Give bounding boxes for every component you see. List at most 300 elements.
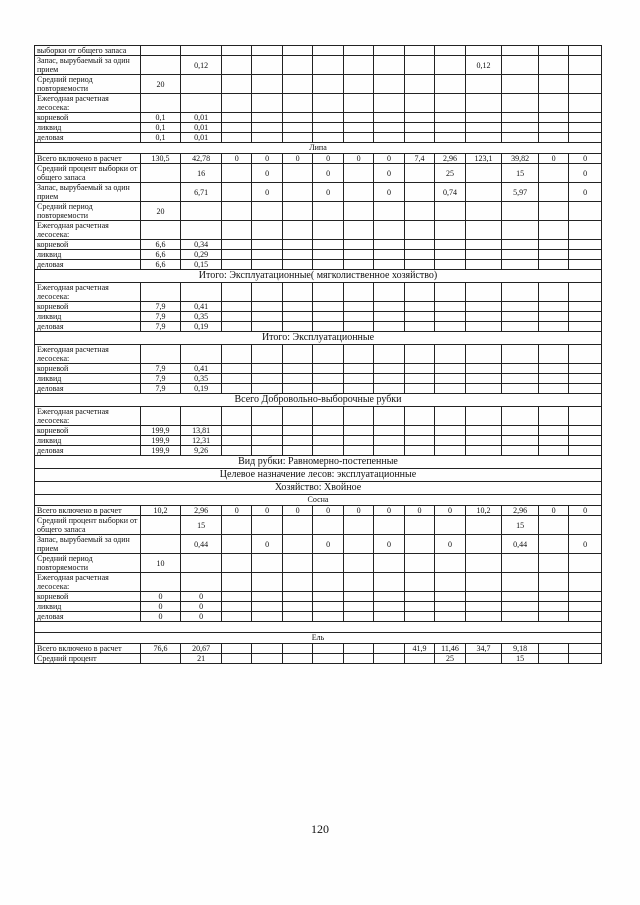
table-cell: 0 — [313, 154, 343, 164]
table-cell — [181, 46, 222, 56]
table-cell — [502, 56, 539, 75]
row-label: деловая — [35, 260, 141, 270]
table-cell: 0 — [374, 183, 404, 202]
table-cell — [282, 573, 312, 592]
table-cell — [502, 364, 539, 374]
table-cell — [502, 75, 539, 94]
table-row — [35, 592, 602, 602]
table-cell — [569, 426, 602, 436]
table-cell — [435, 364, 465, 374]
table-cell — [374, 133, 404, 143]
table-cell — [404, 535, 434, 554]
row-label: деловая — [35, 612, 141, 622]
table-cell — [502, 374, 539, 384]
table-cell — [252, 612, 282, 622]
table-cell — [252, 322, 282, 332]
table-cell — [313, 250, 343, 260]
table-cell — [313, 644, 343, 654]
table-cell — [343, 426, 373, 436]
table-cell: 0 — [221, 154, 251, 164]
table-cell — [538, 56, 568, 75]
table-cell — [465, 554, 502, 573]
table-cell — [538, 345, 568, 364]
table-cell — [140, 345, 181, 364]
table-cell — [140, 56, 181, 75]
table-cell: 7,9 — [140, 312, 181, 322]
table-cell — [465, 426, 502, 436]
table-cell — [502, 202, 539, 221]
table-cell — [140, 516, 181, 535]
table-cell: 10 — [140, 554, 181, 573]
table-row — [35, 113, 602, 123]
table-cell — [140, 221, 181, 240]
table-cell — [221, 312, 251, 322]
table-cell — [404, 250, 434, 260]
table-cell — [502, 592, 539, 602]
table-cell — [221, 654, 251, 664]
table-cell — [435, 133, 465, 143]
table-cell — [221, 592, 251, 602]
table-cell — [282, 384, 312, 394]
table-cell — [538, 250, 568, 260]
table-cell — [374, 202, 404, 221]
table-cell — [404, 573, 434, 592]
table-cell — [404, 123, 434, 133]
table-cell: 25 — [435, 164, 465, 183]
table-cell — [221, 240, 251, 250]
table-cell — [569, 364, 602, 374]
table-cell — [252, 654, 282, 664]
table-cell — [140, 164, 181, 183]
table-cell — [221, 364, 251, 374]
table-cell — [252, 446, 282, 456]
table-cell — [404, 516, 434, 535]
table-cell — [343, 516, 373, 535]
table-cell — [502, 250, 539, 260]
section-header-row — [35, 394, 602, 407]
table-cell — [502, 221, 539, 240]
table-cell — [538, 221, 568, 240]
table-cell — [502, 283, 539, 302]
table-cell — [313, 374, 343, 384]
table-cell — [343, 283, 373, 302]
table-cell — [221, 250, 251, 260]
table-cell — [538, 654, 568, 664]
table-cell — [374, 644, 404, 654]
table-cell — [282, 221, 312, 240]
table-row — [35, 345, 602, 364]
table-cell: 130,5 — [140, 154, 181, 164]
table-cell — [343, 221, 373, 240]
table-cell — [569, 612, 602, 622]
table-cell: 41,9 — [404, 644, 434, 654]
table-cell — [252, 46, 282, 56]
table-cell — [282, 164, 312, 183]
table-cell — [435, 221, 465, 240]
table-cell — [538, 446, 568, 456]
table-cell — [502, 94, 539, 113]
table-cell — [569, 260, 602, 270]
table-cell — [282, 312, 312, 322]
table-cell — [313, 202, 343, 221]
table-cell — [221, 183, 251, 202]
table-cell — [374, 283, 404, 302]
table-cell — [404, 75, 434, 94]
table-cell: 0 — [221, 506, 251, 516]
table-row — [35, 302, 602, 312]
table-cell — [374, 554, 404, 573]
table-cell — [465, 133, 502, 143]
table-cell — [282, 602, 312, 612]
table-cell — [374, 250, 404, 260]
table-cell: 0 — [569, 506, 602, 516]
table-cell — [343, 436, 373, 446]
table-cell — [343, 202, 373, 221]
table-cell — [538, 322, 568, 332]
table-cell — [569, 384, 602, 394]
table-cell — [221, 94, 251, 113]
row-label: Средний период повторяемости — [35, 75, 141, 94]
table-cell: 6,6 — [140, 260, 181, 270]
table-cell — [465, 573, 502, 592]
table-cell: 0 — [343, 506, 373, 516]
table-cell — [435, 592, 465, 602]
table-cell — [221, 407, 251, 426]
table-cell — [252, 364, 282, 374]
section-header-row — [35, 456, 602, 469]
table-cell — [538, 46, 568, 56]
table-row — [35, 183, 602, 202]
table-cell — [374, 302, 404, 312]
table-cell — [313, 221, 343, 240]
table-cell — [221, 283, 251, 302]
table-cell — [404, 345, 434, 364]
section-header-row — [35, 332, 602, 345]
table-cell — [374, 592, 404, 602]
table-cell — [313, 283, 343, 302]
table-cell — [343, 113, 373, 123]
row-label: Всего включено в расчет — [35, 644, 141, 654]
table-cell: 0,1 — [140, 123, 181, 133]
table-cell — [343, 94, 373, 113]
table-row — [35, 644, 602, 654]
table-cell — [252, 516, 282, 535]
table-cell — [538, 260, 568, 270]
table-row — [35, 75, 602, 94]
table-cell — [343, 407, 373, 426]
table-cell — [374, 446, 404, 456]
table-cell: 11,46 — [435, 644, 465, 654]
table-cell — [465, 602, 502, 612]
table-cell — [435, 436, 465, 446]
table-cell — [404, 302, 434, 312]
table-cell: 0 — [252, 506, 282, 516]
table-cell — [569, 240, 602, 250]
table-cell — [465, 612, 502, 622]
row-label: Средний процент — [35, 654, 141, 664]
table-cell: 0 — [313, 164, 343, 183]
section-header: Итого: Эксплуатационные( мягколиственное хозяйство) — [35, 270, 602, 283]
table-cell: 13,81 — [181, 426, 222, 436]
row-label: деловая — [35, 384, 141, 394]
table-cell — [343, 260, 373, 270]
table-cell — [252, 374, 282, 384]
table-cell — [538, 554, 568, 573]
table-cell — [569, 654, 602, 664]
table-cell — [343, 240, 373, 250]
table-row — [35, 164, 602, 183]
table-cell — [404, 592, 434, 602]
table-cell — [435, 113, 465, 123]
table-cell — [313, 426, 343, 436]
table-cell — [435, 345, 465, 364]
table-cell: 0 — [252, 535, 282, 554]
row-label: ликвид — [35, 436, 141, 446]
table-cell: 0 — [435, 535, 465, 554]
table-cell — [538, 75, 568, 94]
row-label: Запас, вырубаемый за один прием — [35, 535, 141, 554]
table-cell — [465, 364, 502, 374]
table-cell — [569, 75, 602, 94]
table-cell: 0 — [313, 183, 343, 202]
table-cell — [374, 75, 404, 94]
table-row — [35, 573, 602, 592]
table-cell: 0 — [252, 183, 282, 202]
table-row — [35, 374, 602, 384]
table-cell — [140, 573, 181, 592]
table-cell — [313, 364, 343, 374]
table-cell: 0,19 — [181, 322, 222, 332]
table-cell — [313, 46, 343, 56]
table-cell — [221, 133, 251, 143]
table-cell — [343, 322, 373, 332]
table-cell — [181, 283, 222, 302]
table-cell — [538, 133, 568, 143]
table-cell — [343, 75, 373, 94]
table-cell — [313, 654, 343, 664]
table-cell — [569, 250, 602, 260]
table-cell: 39,82 — [502, 154, 539, 164]
table-cell — [181, 94, 222, 113]
table-cell — [282, 94, 312, 113]
section-header-row — [35, 143, 602, 154]
table-row — [35, 322, 602, 332]
table-cell — [538, 123, 568, 133]
table-cell — [435, 322, 465, 332]
table-cell — [252, 283, 282, 302]
table-cell — [465, 260, 502, 270]
table-cell — [538, 94, 568, 113]
table-cell — [502, 113, 539, 123]
table-cell — [343, 573, 373, 592]
table-cell — [374, 46, 404, 56]
table-cell — [465, 374, 502, 384]
table-cell — [502, 612, 539, 622]
table-cell — [435, 46, 465, 56]
table-cell — [140, 535, 181, 554]
table-cell: 0,44 — [502, 535, 539, 554]
table-cell: 0 — [374, 164, 404, 183]
table-cell — [252, 345, 282, 364]
row-label: Ежегодная расчетная лесосека: — [35, 573, 141, 592]
table-cell — [435, 554, 465, 573]
table-cell — [538, 407, 568, 426]
table-cell — [282, 75, 312, 94]
table-row — [35, 283, 602, 302]
table-cell — [282, 436, 312, 446]
table-cell: 0 — [538, 154, 568, 164]
table-cell: 0,12 — [465, 56, 502, 75]
table-row — [35, 384, 602, 394]
table-cell — [502, 322, 539, 332]
table-cell: 20 — [140, 202, 181, 221]
table-cell: 76,6 — [140, 644, 181, 654]
table-cell — [435, 407, 465, 426]
row-label: ликвид — [35, 250, 141, 260]
table-cell: 199,9 — [140, 436, 181, 446]
table-cell — [538, 374, 568, 384]
table-cell — [282, 644, 312, 654]
table-cell — [569, 644, 602, 654]
table-cell — [343, 183, 373, 202]
table-row — [35, 240, 602, 250]
table-cell — [538, 283, 568, 302]
row-label: ликвид — [35, 374, 141, 384]
table-cell: 10,2 — [465, 506, 502, 516]
table-cell — [502, 133, 539, 143]
table-cell — [465, 654, 502, 664]
table-cell: 7,9 — [140, 322, 181, 332]
table-cell — [221, 535, 251, 554]
table-cell — [282, 302, 312, 312]
table-cell — [221, 554, 251, 573]
table-cell — [313, 573, 343, 592]
table-cell — [465, 312, 502, 322]
table-cell — [282, 202, 312, 221]
table-cell — [502, 602, 539, 612]
table-cell — [343, 164, 373, 183]
section-header: Всего Добровольно-выборочные рубки — [35, 394, 602, 407]
table-cell — [569, 374, 602, 384]
table-cell: 20,67 — [181, 644, 222, 654]
table-cell — [282, 592, 312, 602]
table-cell: 0,1 — [140, 133, 181, 143]
row-label: ликвид — [35, 602, 141, 612]
table-cell: 0,01 — [181, 133, 222, 143]
table-cell — [252, 302, 282, 312]
section-header-row — [35, 469, 602, 482]
table-cell — [343, 602, 373, 612]
row-label: корневой — [35, 592, 141, 602]
table-row — [35, 535, 602, 554]
table-cell: 7,9 — [140, 302, 181, 312]
row-label: Ежегодная расчетная лесосека: — [35, 407, 141, 426]
table-cell — [538, 644, 568, 654]
table-cell — [282, 260, 312, 270]
table-cell: 0 — [181, 602, 222, 612]
table-cell: 9,26 — [181, 446, 222, 456]
table-cell — [313, 436, 343, 446]
section-header: Вид рубки: Равномерно-постепенные — [35, 456, 602, 469]
table-cell — [435, 384, 465, 394]
table-cell — [343, 592, 373, 602]
table-cell — [343, 312, 373, 322]
table-cell — [465, 221, 502, 240]
table-cell — [404, 322, 434, 332]
table-cell — [282, 554, 312, 573]
table-cell — [465, 113, 502, 123]
table-cell — [569, 123, 602, 133]
table-cell — [538, 535, 568, 554]
table-cell — [313, 113, 343, 123]
table-cell — [181, 554, 222, 573]
table-cell — [374, 123, 404, 133]
row-label: Средний период повторяемости — [35, 202, 141, 221]
table-cell: 199,9 — [140, 426, 181, 436]
table-cell — [465, 436, 502, 446]
row-label: Всего включено в расчет — [35, 154, 141, 164]
row-label: Ежегодная расчетная лесосека: — [35, 283, 141, 302]
table-cell — [538, 602, 568, 612]
table-cell — [404, 56, 434, 75]
document-page — [34, 45, 602, 664]
section-header-row — [35, 482, 602, 495]
table-cell — [343, 123, 373, 133]
table-cell — [252, 202, 282, 221]
table-cell — [538, 592, 568, 602]
table-cell — [465, 516, 502, 535]
table-cell — [435, 240, 465, 250]
table-row — [35, 426, 602, 436]
row-label: выборки от общего запаса — [35, 46, 141, 56]
table-cell — [404, 283, 434, 302]
table-cell: 0 — [140, 592, 181, 602]
table-cell — [282, 612, 312, 622]
table-row — [35, 612, 602, 622]
table-cell: 2,96 — [181, 506, 222, 516]
table-cell — [252, 312, 282, 322]
table-cell — [221, 602, 251, 612]
table-cell — [538, 312, 568, 322]
table-cell: 0,29 — [181, 250, 222, 260]
table-cell: 7,4 — [404, 154, 434, 164]
table-cell — [538, 302, 568, 312]
table-cell: 0 — [569, 535, 602, 554]
table-cell — [313, 516, 343, 535]
table-cell: 0,41 — [181, 364, 222, 374]
table-cell — [252, 123, 282, 133]
table-cell — [569, 516, 602, 535]
table-cell — [569, 283, 602, 302]
table-cell — [502, 345, 539, 364]
table-cell — [221, 164, 251, 183]
table-cell: 0 — [343, 154, 373, 164]
table-row — [35, 133, 602, 143]
table-cell — [181, 407, 222, 426]
table-row — [35, 654, 602, 664]
table-cell — [435, 250, 465, 260]
table-cell — [465, 240, 502, 250]
row-label: корневой — [35, 364, 141, 374]
table-cell — [502, 260, 539, 270]
table-cell — [221, 644, 251, 654]
table-cell — [252, 426, 282, 436]
table-cell — [313, 133, 343, 143]
table-cell — [502, 446, 539, 456]
table-cell — [374, 322, 404, 332]
row-label: корневой — [35, 240, 141, 250]
table-cell — [374, 516, 404, 535]
